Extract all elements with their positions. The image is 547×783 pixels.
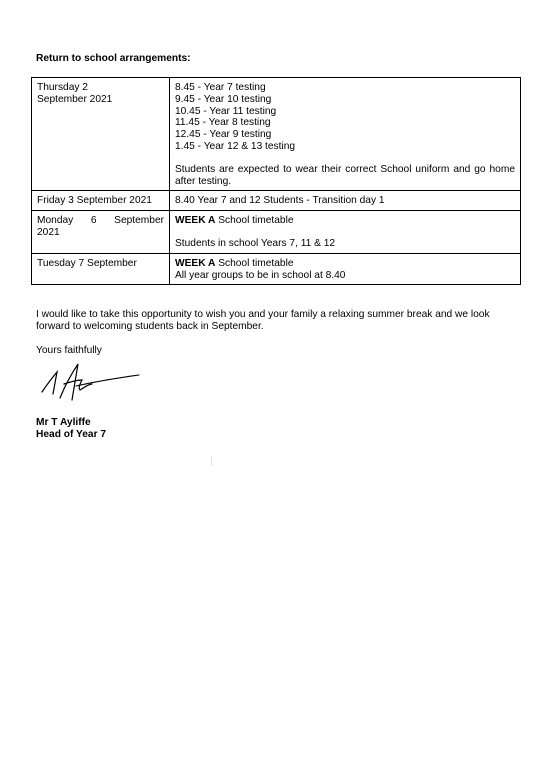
date-line: Thursday 2 xyxy=(37,82,88,93)
uniform-note: Students are expected to wear their correct School uniform and go home after testing. xyxy=(175,163,515,187)
week-label: WEEK A xyxy=(175,215,216,227)
details-cell xyxy=(170,78,521,191)
date-line: Monday 6 September xyxy=(37,215,164,227)
date-cell: Tuesday 7 September xyxy=(32,253,170,285)
signature-image xyxy=(36,360,146,408)
table-row xyxy=(32,191,521,211)
schedule-line: 10.45 - Year 11 testing xyxy=(175,105,277,117)
schedule-line: 11.45 - Year 8 testing xyxy=(175,117,271,129)
timetable-text: School timetable xyxy=(215,215,294,227)
week-label: WEEK A xyxy=(175,257,216,269)
schedule-line: 9.45 - Year 10 testing xyxy=(175,93,272,105)
table-row xyxy=(32,253,521,285)
timetable-text: School timetable xyxy=(215,257,294,269)
date-cell: Friday 3 September 2021 xyxy=(32,191,170,211)
table-row xyxy=(32,211,521,254)
table-row xyxy=(32,78,521,191)
signatory-name: Mr T Ayliffe xyxy=(36,417,91,428)
valediction: Yours faithfully xyxy=(36,345,102,356)
date-cell xyxy=(32,211,170,254)
attendance-note: All year groups to be in school at 8.40 xyxy=(175,269,346,281)
signatory-role: Head of Year 7 xyxy=(36,429,107,440)
schedule-line: 8.45 - Year 7 testing xyxy=(175,82,266,93)
arrangements-table xyxy=(31,77,521,285)
schedule-line: 12.45 - Year 9 testing xyxy=(175,129,272,141)
schedule-line: 1.45 - Year 12 & 13 testing xyxy=(175,140,296,152)
details-cell xyxy=(170,211,521,254)
closing-paragraph: I would like to take this opportunity to wish you and your family a relaxing summer break and we look forward to welcoming students back in September. xyxy=(36,309,490,332)
date-line: 2021 xyxy=(37,226,60,238)
section-heading: Return to school arrangements: xyxy=(36,53,191,64)
details-cell xyxy=(170,253,521,285)
faint-mark xyxy=(211,455,212,466)
attendance-note: Students in school Years 7, 11 & 12 xyxy=(175,237,336,249)
details-cell: 8.40 Year 7 and 12 Students - Transition day 1 xyxy=(170,191,521,211)
date-line: September 2021 xyxy=(37,93,113,105)
date-cell xyxy=(32,78,170,191)
